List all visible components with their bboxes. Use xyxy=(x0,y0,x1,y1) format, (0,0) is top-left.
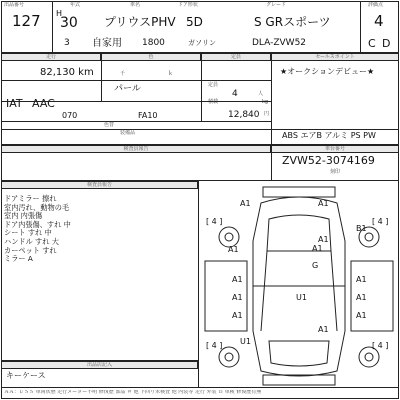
name-label: 車名 xyxy=(130,2,141,8)
frame-number: ZVW52-3074169 xyxy=(282,154,375,167)
tire-mark: [ 4 ] xyxy=(206,217,223,226)
damage-mark: U1 xyxy=(240,337,251,346)
inspector-note: シート すれ 中 xyxy=(4,228,52,238)
damage-mark: B1 xyxy=(356,224,367,233)
inspector-note: ハンドル すれ 大 xyxy=(4,236,59,246)
color-header: 色 xyxy=(101,53,201,61)
inspector-note: ドア内張傷、すれ 中 xyxy=(4,219,71,229)
loading-label: 積載 xyxy=(208,99,219,105)
mileage-unit-2: ｋ xyxy=(168,71,174,77)
inspector-note: 室内 内張傷 xyxy=(4,211,43,221)
usage: 自家用 xyxy=(92,38,122,49)
damage-mark: A1 xyxy=(318,325,329,334)
inspection-header-top: 検査員報告 xyxy=(1,145,271,153)
divider xyxy=(271,53,272,144)
color-value: パール xyxy=(114,84,141,94)
damage-mark: A1 xyxy=(232,311,243,320)
damage-mark: A1 xyxy=(228,245,239,254)
inspection-expiry: 3 xyxy=(64,38,70,48)
recycle-unit: 円 xyxy=(264,111,270,117)
tire-mark: [ 4 ] xyxy=(372,341,389,350)
recycle-fee: 12,840 xyxy=(228,110,260,120)
interior-code: FA10 xyxy=(138,111,158,120)
damage-mark: A1 xyxy=(232,275,243,284)
interior-score: C xyxy=(368,37,376,50)
footer-text: ＡＡ：ＵＳＳ 車両状態 走行メーター不明 修復歴 部品 ＃ 他 下回り未検査 他 内装等 走行 外装 Ｂ 車検 修復歴有無 xyxy=(4,390,262,395)
model-code: DLA-ZVW52 xyxy=(252,38,307,48)
divider xyxy=(360,1,361,52)
car-name: プリウスPHV xyxy=(104,15,176,29)
divider xyxy=(1,80,271,81)
inspection-header: 検査員報告 xyxy=(1,181,198,189)
mileage-value: 82,130 km xyxy=(40,67,94,78)
car-diagram xyxy=(199,181,399,387)
displacement: 1800 xyxy=(142,38,165,48)
equipment-label: 装備品 xyxy=(120,130,136,136)
damage-mark: A1 xyxy=(240,199,251,208)
aircon: AAC xyxy=(32,97,55,110)
score-label: 評価点 xyxy=(368,2,384,8)
divider xyxy=(201,61,202,121)
model-year: 30 xyxy=(60,15,78,31)
color-change-label: 色替 xyxy=(104,122,115,128)
grade-value: S GRスポーツ xyxy=(254,15,331,29)
grade-label: グレード xyxy=(266,2,287,8)
frame-no-header: 車台番号 xyxy=(271,145,399,153)
loading-unit: kg xyxy=(262,99,269,105)
year-label: 年式 xyxy=(70,2,81,8)
door-count: 5D xyxy=(186,15,203,29)
doors-label: ドア形状 xyxy=(178,2,198,8)
sales-point: ★オークションデビュー★ xyxy=(280,67,375,76)
inspector-note: カーペット すれ xyxy=(4,245,57,255)
inspector-notes xyxy=(4,194,194,263)
mileage-unit: 千 xyxy=(120,71,126,77)
overall-score: 4 xyxy=(374,12,384,30)
seating-header: 定員 xyxy=(201,53,271,61)
era-mark: H xyxy=(56,9,63,18)
damage-mark: U1 xyxy=(296,293,307,302)
damage-mark: A1 xyxy=(318,235,329,244)
transmission: IAT xyxy=(6,97,23,110)
mileage-header: 走行 xyxy=(1,53,101,61)
tire-mark: [ 4 ] xyxy=(372,217,389,226)
fuel-type: ガソリン xyxy=(188,39,216,47)
inspector-note: ミラー A xyxy=(4,254,33,264)
seating-value: 4 xyxy=(232,89,238,99)
damage-mark: A1 xyxy=(356,293,367,302)
dealer-notes: キーケース xyxy=(6,371,46,380)
damage-mark: A1 xyxy=(356,275,367,284)
tire-mark: [ 4 ] xyxy=(206,341,223,350)
divider xyxy=(101,61,102,101)
color-code: 070 xyxy=(62,111,78,120)
damage-mark: A1 xyxy=(356,311,367,320)
damage-mark: A1 xyxy=(312,244,323,253)
lot-number: 127 xyxy=(12,12,41,30)
sales-points-header: セールスポイント xyxy=(271,53,399,61)
damage-mark: A1 xyxy=(232,293,243,302)
frame-note: 刻印 xyxy=(330,169,341,175)
damage-mark: G xyxy=(312,261,319,270)
divider xyxy=(52,1,53,52)
divider xyxy=(1,129,399,130)
divider xyxy=(1,121,271,122)
inspector-note: ドアミラー 擦れ xyxy=(4,194,57,203)
damage-mark: A1 xyxy=(318,199,329,208)
lot-label: 出品番号 xyxy=(4,2,25,8)
seating-unit: 人 xyxy=(258,91,264,97)
exterior-score: D xyxy=(382,37,391,50)
dealer-notes-header: 出品店記入 xyxy=(1,361,198,369)
divider xyxy=(1,387,399,388)
seating-label: 定員 xyxy=(208,82,219,88)
equipment-list: ABS エアB アルミ PS PW xyxy=(282,131,376,140)
divider xyxy=(1,101,271,102)
inspector-note: 室内汚れ、動物の毛 xyxy=(4,202,70,212)
